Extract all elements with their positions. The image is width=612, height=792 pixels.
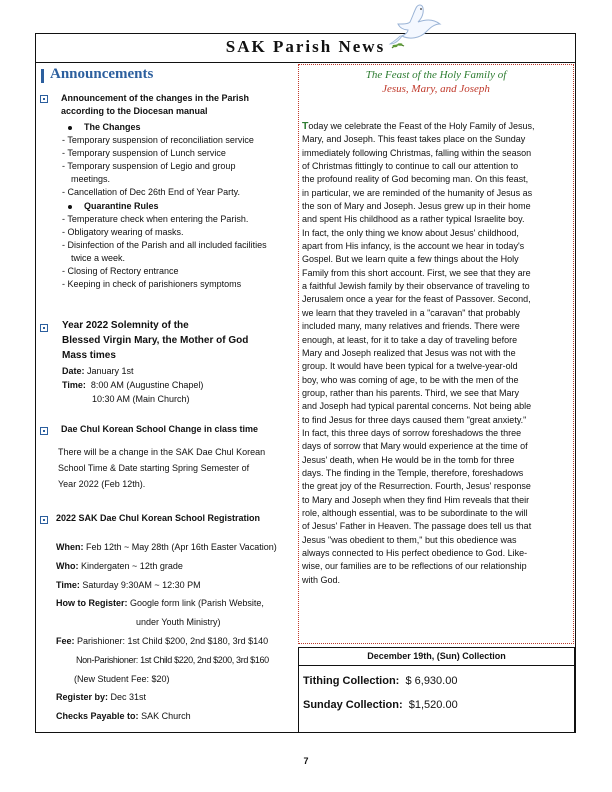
school-change-body xyxy=(58,444,320,492)
article-line: with God. xyxy=(302,574,341,585)
drop-cap: T xyxy=(302,120,309,132)
article-line: the great joy of the Resurrection. Fourth, Jesus' response xyxy=(302,481,531,492)
mass-date-time xyxy=(62,364,324,406)
square-bullet-icon xyxy=(40,95,48,103)
square-bullet-icon xyxy=(40,516,48,524)
list-item: - Obligatory wearing of masks. xyxy=(62,227,184,237)
article-line: a faithful Jewish family by their observance of traveling to xyxy=(302,281,530,292)
time-value-2: 10:30 AM (Main Church) xyxy=(92,394,190,404)
article-line: Gospel. But we learn quite a few things about the Holy xyxy=(302,254,519,265)
section1-heading-l1: Announcement of the changes in the Parish xyxy=(61,93,250,103)
checks-value: SAK Church xyxy=(141,711,191,722)
list-item: - Disinfection of the Parish and all included facilities xyxy=(62,240,267,250)
how-value-2: under Youth Ministry) xyxy=(136,617,221,628)
bullet-dot-icon xyxy=(68,205,72,209)
article-line: role, although essential, was to be subordinate to the will xyxy=(302,507,528,518)
article-line: days of sorrow that Mary would experience at the time of xyxy=(302,441,528,452)
announcements-heading: Announcements xyxy=(50,66,154,82)
fee-value-2: Non-Parishioner: 1st Child $220, 2nd $200, 3rd $160 xyxy=(76,654,269,665)
article-line: group. It would have been typical for a twelve-year-old xyxy=(302,361,518,372)
fee-value-1: Parishioner: 1st Child $200, 2nd $180, 3rd $140 xyxy=(77,635,269,646)
list-item: - Temporary suspension of Legio and group xyxy=(62,161,236,171)
article-line: the profound reality of God becoming man. On this feast, xyxy=(302,174,529,185)
list-item: - Temperature check when entering the Parish. xyxy=(62,214,249,224)
how-value-1: Google form link (Parish Website, xyxy=(130,598,264,609)
when-label: When: xyxy=(56,542,84,552)
article-line: included many, many relatives and friends. There were xyxy=(302,321,520,332)
article-line: In fact, the only thing we know about Jesus' childhood, xyxy=(302,227,519,238)
section4-heading: 2022 SAK Dae Chul Korean School Registration xyxy=(56,513,261,523)
list-item: - Keeping in check of parishioners symptoms xyxy=(62,279,242,289)
article-line: the son of Mary and Joseph. Jesus grew up in their home xyxy=(302,201,531,212)
rules-title: Quarantine Rules xyxy=(84,201,159,211)
article-line: Jesus' death, when He would be in the tomb for three xyxy=(302,454,515,465)
article-line: of Christmas fittingly to continue to call our attention to xyxy=(302,161,519,172)
register-value: Dec 31st xyxy=(110,692,147,703)
section-mass-times xyxy=(62,318,324,363)
list-item: - Closing of Rectory entrance xyxy=(62,266,179,276)
article-line: and Joseph had typical parental concerns. Not being able xyxy=(302,401,532,412)
list-item: twice a week. xyxy=(71,253,126,263)
sunday-value: $1,520.00 xyxy=(408,699,458,711)
list-item: meetings. xyxy=(71,174,111,184)
collection-heading: December 19th, (Sun) Collection xyxy=(299,648,574,666)
reg-time-label: Time: xyxy=(56,579,80,590)
article-line: of Jesus' Father in Heaven. The passage does tell us that xyxy=(302,521,532,532)
article-line: to Mary and Joseph when they find Him reveals that their xyxy=(302,494,530,505)
who-value: Kindergaten ~ 12th grade xyxy=(81,560,183,571)
text-line: Year 2022 (Feb 12th). xyxy=(58,479,146,489)
article-line: days. The finding in the Temple, therefore, foreshadows xyxy=(302,467,524,478)
article-line: enough, at least, for it to take a day of traveling before xyxy=(302,334,518,345)
list-item: - Temporary suspension of reconciliation service xyxy=(62,135,254,145)
fee-value-3: (New Student Fee: $20) xyxy=(74,673,170,684)
section3-heading: Dae Chul Korean School Change in class time xyxy=(61,424,259,434)
masthead xyxy=(35,33,576,63)
newsletter-title: SAK Parish News xyxy=(225,37,386,56)
how-label: How to Register: xyxy=(56,598,128,609)
time-value-1: 8:00 AM (Augustine Chapel) xyxy=(90,380,204,390)
section1-heading-l2: according to the Diocesan manual xyxy=(61,106,208,116)
feast-title-l1: The Feast of the Holy Family of xyxy=(365,69,507,81)
time-label: Time: xyxy=(62,380,86,390)
section2-heading-l1: Year 2022 Solemnity of the xyxy=(62,320,189,331)
announcements-accent-bar xyxy=(41,69,44,83)
collection-box xyxy=(298,647,575,733)
fee-label: Fee: xyxy=(56,635,75,646)
feast-article-body xyxy=(302,120,570,587)
section-registration xyxy=(56,512,318,525)
changes-title: The Changes xyxy=(84,122,141,132)
article-line: Jerusalem once a year for the feast of Passover. Second, xyxy=(302,294,531,305)
feast-title-l2: Jesus, Mary, and Joseph xyxy=(382,83,490,95)
article-line: apart from His infancy, is the account we hear in today's xyxy=(302,241,525,252)
changes-list xyxy=(62,121,324,291)
article-line: wise, our families are to be reflections of our relationship xyxy=(302,561,527,572)
article-line: Jesus "was obedient to them," but this obedience was xyxy=(302,534,517,545)
article-line: group, rather than his parents. Third, we see that Mary xyxy=(302,387,519,398)
sunday-label: Sunday Collection: xyxy=(303,699,403,711)
article-line: and spent His childhood as a rather typical Israelite boy. xyxy=(302,214,525,225)
article-line: Family from this short account. First, we see that they are xyxy=(302,267,531,278)
section2-heading-l3: Mass times xyxy=(62,350,116,361)
register-label: Register by: xyxy=(56,692,109,703)
list-item: - Temporary suspension of Lunch service xyxy=(62,148,226,158)
checks-label: Checks Payable to: xyxy=(56,711,139,722)
page-number: 7 xyxy=(303,756,309,766)
square-bullet-icon xyxy=(40,324,48,332)
text-line: There will be a change in the SAK Dae Chul Korean xyxy=(58,447,266,457)
who-label: Who: xyxy=(56,560,79,571)
registration-details xyxy=(56,538,306,726)
section2-heading-l2: Blessed Virgin Mary, the Mother of God xyxy=(62,335,249,346)
section-school-change xyxy=(61,423,323,436)
date-label: Date: xyxy=(62,366,85,376)
article-line: boy, who was coming of age, to be with the men of the xyxy=(302,374,519,385)
article-line: Mary, and Joseph. This feast takes place on the Sunday xyxy=(302,134,526,145)
text-line: School Time & Date starting Spring Semester of xyxy=(58,463,250,473)
article-line: to find Jesus for three days caused them "great anxiety." xyxy=(302,414,527,425)
article-line: in particular, we are reminded of the humanity of Jesus as xyxy=(302,187,533,198)
article-line: oday we celebrate the Feast of the Holy Family of Jesus, xyxy=(308,121,535,131)
reg-time-value: Saturday 9:30AM ~ 12:30 PM xyxy=(82,579,201,590)
feast-title xyxy=(298,68,574,96)
list-item: - Cancellation of Dec 26th End of Year Party. xyxy=(62,187,240,197)
article-line: Mary and Joseph realized that Jesus was not with the xyxy=(302,347,516,358)
section-changes xyxy=(61,92,323,118)
bullet-dot-icon xyxy=(68,126,72,130)
article-line: In fact, this three days of sorrow foreshadows the three xyxy=(302,427,522,438)
article-line: we learn that they traveled in a "caravan" that probably xyxy=(302,307,521,318)
square-bullet-icon xyxy=(40,427,48,435)
article-line: immediately following Christmas, falling within the season xyxy=(302,147,532,158)
tithing-label: Tithing Collection: xyxy=(303,675,400,687)
tithing-value: $ 6,930.00 xyxy=(405,675,458,687)
dove-icon xyxy=(388,2,446,60)
article-line: always connected to His perfect obedience to God. Like- xyxy=(302,548,528,558)
date-value: January 1st xyxy=(87,366,134,376)
when-value: Feb 12th ~ May 28th (Apr 16th Easter Vacation) xyxy=(86,542,277,552)
